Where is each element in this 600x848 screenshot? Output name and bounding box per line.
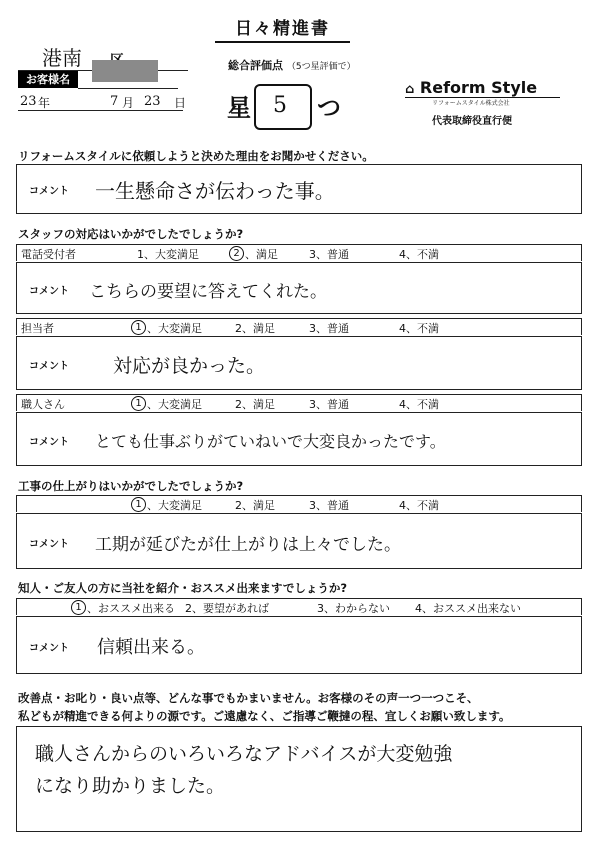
q5-line2: 私どもが精進できる何よりの源です。ご遠慮なく、ご指導ご鞭撻の程、宜しくお願い致します。: [18, 709, 511, 723]
option-2: 2、満足: [235, 322, 275, 335]
option-2: 2、要望があれば: [185, 602, 269, 615]
ward-handwritten: 港南: [42, 46, 82, 70]
date-year-suffix: 年: [38, 96, 51, 110]
ceo-label: 代表取締役直行便: [432, 116, 512, 127]
option-4: 4、不満: [399, 322, 439, 335]
option-2: 、満足: [245, 248, 278, 261]
q3-comment-box: [16, 513, 582, 569]
q5-answer-line1: 職人さんからのいろいろなアドバイスが大変勉強: [35, 743, 453, 765]
q3-comment: 工期が延びたが仕上がりは上々でした。: [95, 535, 401, 555]
star-prefix: 星: [227, 94, 251, 122]
q1-question: リフォームスタイルに依頼しようと決めた理由をお聞かせください。: [18, 149, 374, 163]
comment-label: コメント: [29, 286, 69, 297]
redaction-block: [92, 60, 158, 82]
selected-circle: 1: [131, 320, 146, 335]
option-1-selected: [131, 320, 146, 335]
option-3: 3、普通: [309, 499, 349, 512]
option-1: 、大変満足: [147, 398, 202, 411]
date-month-suffix: 月: [122, 96, 135, 110]
q5-answer-box: [16, 726, 582, 832]
q5-line1: 改善点・お叱り・良い点等、どんな事でもかまいません。お客様のその声一つ一つこそ、: [18, 691, 479, 705]
q2-staff-comment: 対応が良かった。: [113, 355, 266, 377]
q3-options-bar: [16, 495, 582, 512]
q2-row-label: 担当者: [21, 322, 54, 335]
option-4: 4、不満: [399, 499, 439, 512]
option-1-selected: [71, 600, 86, 615]
q2-row-phone-bar: [16, 244, 582, 261]
q5-answer-line2: になり助かりました。: [35, 775, 226, 797]
option-4: 4、おススメ出来ない: [415, 602, 521, 615]
option-3: 3、普通: [309, 248, 349, 261]
option-3: 3、わからない: [317, 602, 390, 615]
option-1-selected: [131, 497, 146, 512]
company-logo: [405, 78, 537, 97]
option-1: 、おススメ出来る: [87, 602, 175, 615]
comment-label: コメント: [29, 643, 69, 654]
option-3: 3、普通: [309, 322, 349, 335]
comment-label: コメント: [29, 539, 69, 550]
option-2-selected: [229, 246, 244, 261]
q2-phone-comment: こちらの要望に答えてくれた。: [89, 282, 327, 302]
company-logo-text: Reform Style: [419, 78, 538, 97]
option-2: 2、満足: [235, 398, 275, 411]
q1-comment-box: [16, 164, 582, 214]
q3-question: 工事の仕上がりはいかがでしたでしょうか?: [18, 479, 244, 493]
selected-circle: 2: [229, 246, 244, 261]
date-day-suffix: 日: [174, 96, 187, 110]
q4-comment-box: [16, 616, 582, 674]
option-1-selected: [131, 396, 146, 411]
q4-options-bar: [16, 598, 582, 615]
star-suffix: つ: [317, 94, 341, 122]
date-row: [18, 92, 187, 111]
option-2: 2、満足: [235, 499, 275, 512]
eval-label: 総合評価点: [228, 59, 283, 72]
q2-question: スタッフの対応はいかがでしたでしょうか?: [18, 227, 244, 241]
document-title: 日々精進書: [215, 14, 350, 43]
option-4: 4、不満: [399, 398, 439, 411]
comment-label: コメント: [29, 437, 69, 448]
eval-heading: [228, 57, 356, 73]
selected-circle: 1: [131, 396, 146, 411]
q2-staff-comment-box: [16, 336, 582, 390]
comment-label: コメント: [29, 361, 69, 372]
q2-row-craftsman-bar: [16, 394, 582, 411]
house-icon: ⌂: [405, 82, 415, 97]
option-1: 、大変満足: [147, 322, 202, 335]
company-subtitle: リフォームスタイル株式会社: [432, 100, 510, 107]
date-year: 23: [20, 94, 37, 109]
option-4: 4、不満: [399, 248, 439, 261]
q1-comment-label: コメント: [29, 186, 69, 197]
customer-line: [78, 88, 178, 89]
option-1: 1、大変満足: [137, 248, 199, 261]
eval-note: （5つ星評価で）: [286, 62, 356, 72]
q2-craftsman-comment: とても仕事ぶりがていねいで大変良かったです。: [95, 432, 446, 451]
q1-comment: 一生懸命さが伝わった事。: [95, 179, 335, 203]
option-3: 3、普通: [309, 398, 349, 411]
q2-phone-comment-box: [16, 262, 582, 314]
q2-row-label: 職人さん: [21, 398, 65, 411]
customer-label: お客様名: [18, 71, 78, 88]
star-score: 5: [273, 93, 287, 118]
q2-craftsman-comment-box: [16, 412, 582, 466]
q4-question: 知人・ご友人の方に当社を紹介・おススメ出来ますでしょうか?: [18, 581, 348, 595]
date-month: 7: [110, 94, 119, 109]
date-day: 23: [144, 94, 161, 109]
selected-circle: 1: [71, 600, 86, 615]
q4-comment: 信頼出来る。: [97, 637, 205, 658]
q2-row-label: 電話受付者: [21, 248, 76, 261]
option-1: 、大変満足: [147, 499, 202, 512]
selected-circle: 1: [131, 497, 146, 512]
q2-row-staff-bar: [16, 318, 582, 335]
